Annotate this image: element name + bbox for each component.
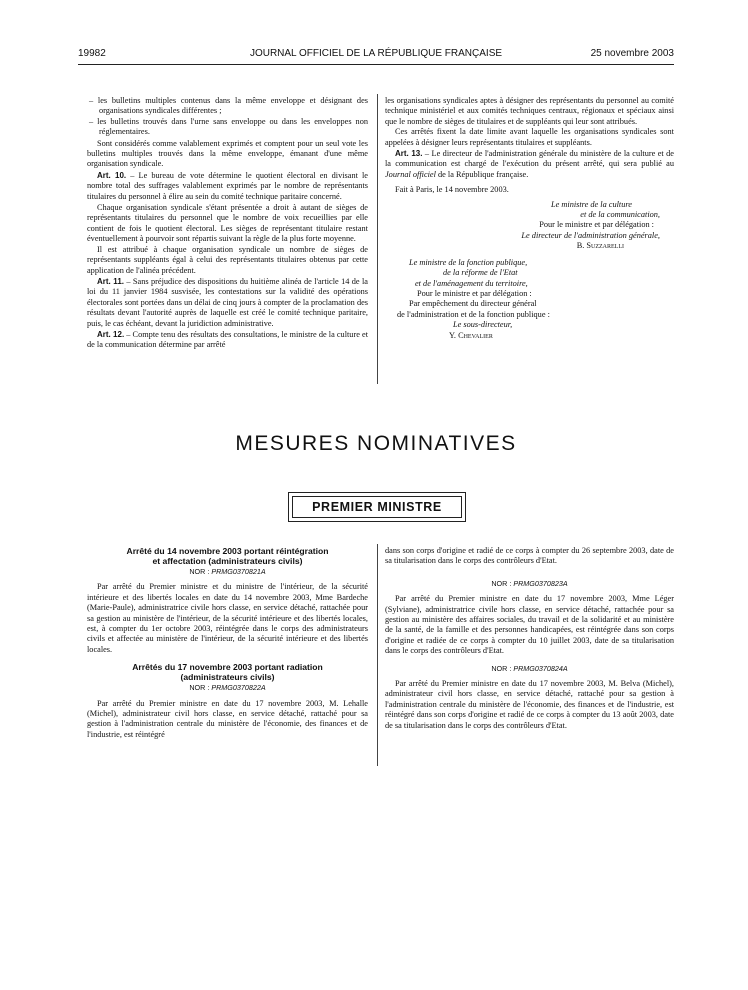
- paragraph: Par arrêté du Premier ministre et du ministre de l'intérieur, de la sécurité intérieure et des libertés locales en date du 14 novembre 2003, Mme Bardeche (Marie-Paule), administratrice civile hors classe, en service détaché, rattachée pour sa gestion au ministère de l'intérieur, de la sécurité intérieure et des libertés locales, est, à compter du 1er octobre 2003, réintégrée dans le corps des administrateurs civils et affectée au ministère de l'intérieur, de la sécurité intérieure et des libertés locales.: [87, 582, 368, 654]
- nor-reference: [87, 683, 368, 693]
- signatory-title: Le directeur de l'administration générale,: [521, 230, 660, 240]
- top-right-column: [385, 96, 674, 341]
- column-divider: [377, 94, 378, 384]
- article-10: [87, 171, 368, 202]
- decree-heading-line: Arrêté du 14 novembre 2003 portant réintégration: [126, 546, 329, 556]
- nor-label: NOR :: [491, 578, 514, 588]
- paragraph: Ces arrêtés fixent la date limite avant laquelle les organisations syndicales sont appelées à désigner leurs représentants titulaires et suppléants.: [385, 127, 674, 147]
- top-left-column: [87, 96, 368, 351]
- list-item: – les bulletins multiples contenus dans la même enveloppe et désignant des organisations syndicales différentes ;: [89, 96, 368, 116]
- issue-date: 25 novembre 2003: [590, 48, 674, 59]
- signature-place-date: Fait à Paris, le 14 novembre 2003.: [395, 185, 509, 195]
- article-13: [385, 149, 674, 180]
- article-12: [87, 330, 368, 351]
- section-title: MESURES NOMINATIVES: [235, 432, 517, 455]
- decree-heading-line: (administrateurs civils): [180, 672, 275, 683]
- nor-reference: [385, 664, 674, 674]
- article-text: – Sans préjudice des dispositions du huitième alinéa de l'article 14 de la loi du 11 janvier 1984 susvisée, les contestations sur la validité des opérations électorales sont portées dans un délai de cinq jours à compter de la proclamation des résultats devant l'autorité auprès de laquelle est créé le comité technique paritaire, puis, le cas échéant, devant la juridiction administrative.: [87, 276, 368, 328]
- signatory-title: de la réforme de l'Etat: [443, 268, 518, 278]
- signatory-title: et de l'aménagement du territoire,: [415, 278, 528, 288]
- nor-label: NOR :: [491, 663, 514, 673]
- signatory-name: Y. Chevalier: [449, 330, 493, 340]
- nor-reference: [385, 579, 674, 589]
- page-header: [78, 48, 674, 62]
- signatory-delegation: Par empêchement du directeur général: [409, 299, 537, 309]
- paragraph: Il est attribué à chaque organisation syndicale un nombre de sièges de représentants suppléants égal à celui des représentants titulaires obtenus par cette application de l'alinéa précédent.: [87, 244, 368, 275]
- nor-code: PRMG0370821A: [211, 567, 266, 576]
- signatory-delegation: Pour le ministre et par délégation :: [539, 220, 654, 230]
- column-divider: [377, 544, 378, 766]
- article-text: de la République française.: [435, 169, 529, 179]
- bottom-right-column: [385, 546, 674, 731]
- signatory-title: et de la communication,: [580, 210, 660, 220]
- decree-heading: [87, 662, 368, 682]
- nor-label: NOR :: [189, 683, 212, 693]
- article-label: Art. 12.: [97, 329, 125, 339]
- paragraph: les organisations syndicales aptes à désigner des représentants du personnel au comité technique ministériel et aux comités techniques centraux, régionaux et spéciaux ainsi que le nombre de sièges de titulaires et de suppléants qui leur sont attribués.: [385, 96, 674, 126]
- bottom-left-column: [87, 546, 368, 740]
- paragraph: dans son corps d'origine et radié de ce corps à compter du 26 septembre 2003, date de sa titularisation dans le corps des contrôleurs d'Etat.: [385, 546, 674, 566]
- paragraph: Par arrêté du Premier ministre en date du 17 novembre 2003, M. Belva (Michel), administrateur civil hors classe, en service détaché, rattaché pour sa gestion à l'administration centrale du ministère de l'économie, des finances et de l'industrie, est réintégré dans son corps d'origine et radié de ce corps à compter du 13 août 2003, date de sa titularisation dans le corps des contrôleurs d'Etat.: [385, 679, 674, 730]
- signatory-delegation: de l'administration et de la fonction publique :: [397, 309, 550, 319]
- article-text: – Le directeur de l'administration générale du ministère de la culture et de la communication est chargé de l'exécution du présent arrêté, qui sera publié au: [385, 149, 674, 169]
- article-text: – Le bureau de vote détermine le quotient électoral en divisant le nombre total des suffrages valablement exprimés par le nombre de représentants titulaires du personnel à élire au sein du comité technique paritaire concerné.: [87, 170, 368, 201]
- signature-block-1: [385, 200, 674, 252]
- journal-title: JOURNAL OFFICIEL DE LA RÉPUBLIQUE FRANÇAISE: [249, 48, 503, 59]
- ministry-box: [288, 492, 466, 522]
- signatory-title: Le sous-directeur,: [453, 320, 513, 330]
- nor-code: PRMG0370824A: [513, 663, 568, 673]
- article-label: Art. 11.: [97, 276, 124, 286]
- page-number: 19982: [78, 48, 106, 59]
- article-label: Art. 10.: [97, 170, 127, 180]
- journal-reference: Journal officiel: [385, 169, 436, 179]
- list-item: – les bulletins trouvés dans l'urne sans enveloppe ou dans les enveloppes non réglementaires.: [89, 116, 368, 137]
- paragraph: Par arrêté du Premier ministre en date du 17 novembre 2003, Mme Léger (Sylviane), administratrice civile hors classe, en service détaché, rattachée pour sa gestion au ministère des affaires sociales, du travail et de la solidarité et au ministère de la santé, de la famille et des personnes handicapées, est réintégrée dans son corps d'origine et radiée de ce corps à compter du 10 juillet 2003, date de sa titularisation dans le corps des contrôleurs d'Etat.: [385, 594, 674, 656]
- ministry-label: PREMIER MINISTRE: [292, 496, 462, 518]
- paragraph: Par arrêté du Premier ministre en date du 17 novembre 2003, M. Lehalle (Michel), administrateur civil hors classe, en service détaché, rattaché pour sa gestion à l'administration centrale du ministère de l'économie, des finances et de l'industrie, est réintégré: [87, 698, 368, 739]
- signatory-delegation: Pour le ministre et par délégation :: [417, 288, 532, 298]
- signatory-name: B. Suzzarelli: [576, 241, 624, 251]
- nor-code: PRMG0370822A: [211, 683, 266, 693]
- nor-label: NOR :: [189, 567, 212, 576]
- nor-reference: [87, 567, 368, 577]
- nor-code: PRMG0370823A: [513, 578, 568, 588]
- signatory-title: Le ministre de la culture: [551, 199, 632, 209]
- article-text: – Compte tenu des résultats des consultations, le ministre de la culture et de la communication détermine par arrêté: [87, 329, 368, 350]
- decree-heading-line: et affectation (administrateurs civils): [152, 556, 303, 566]
- article-11: [87, 277, 368, 329]
- decree-heading-line: Arrêtés du 17 novembre 2003 portant radiation: [132, 662, 323, 673]
- signature-block-2: [385, 258, 674, 341]
- paragraph: Chaque organisation syndicale s'étant présentée a droit à autant de sièges de représentants titulaires du personnel que le nombre de voix recueillies par elle contient de fois le quotient électoral. Les sièges de représentant titulaire restant éventuellement à pourvoir sont répartis suivant la règle de la plus forte moyenne.: [87, 203, 368, 244]
- paragraph: Sont considérés comme valablement exprimés et comptent pour un seul vote les bulletins multiples trouvés dans la même enveloppe, émanant d'une même organisation syndicale.: [87, 138, 368, 169]
- signatory-title: Le ministre de la fonction publique,: [409, 257, 528, 267]
- article-label: Art. 13.: [395, 149, 423, 159]
- decree-heading: [87, 546, 368, 566]
- header-rule: [78, 64, 674, 65]
